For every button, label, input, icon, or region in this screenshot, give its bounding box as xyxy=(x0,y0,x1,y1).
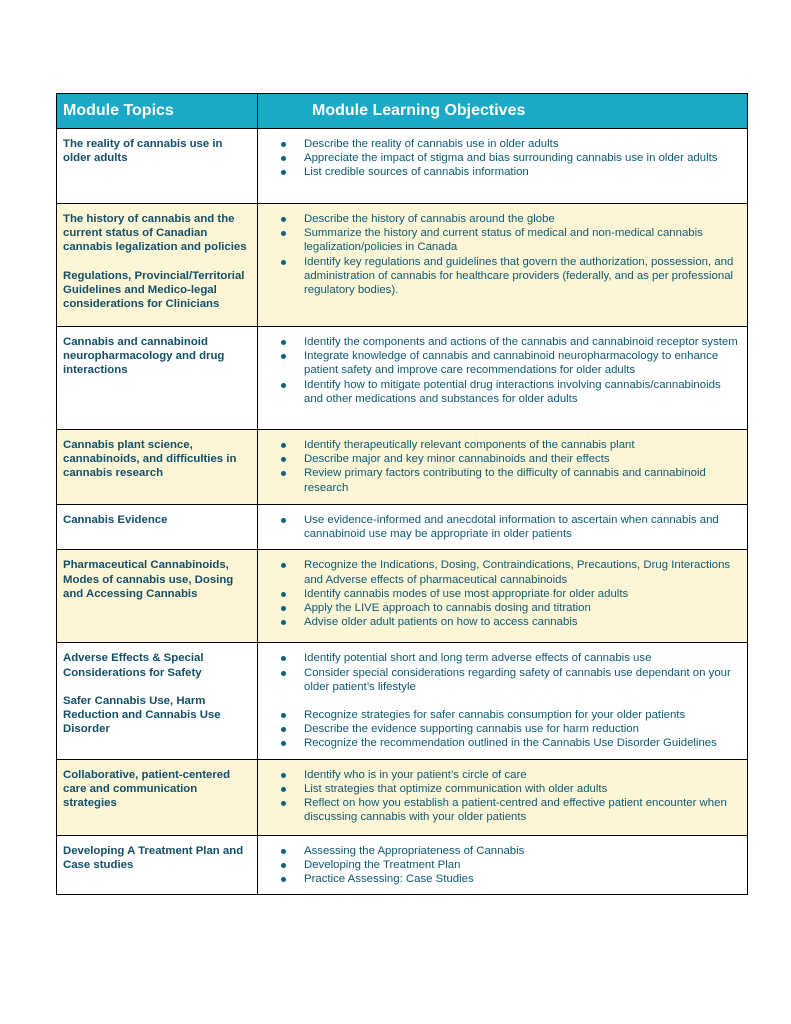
objective-text: Identify the components and actions of the cannabis and cannabinoid receptor system xyxy=(304,336,738,348)
table-body xyxy=(57,129,748,895)
objective-item xyxy=(264,438,739,452)
objective-item xyxy=(264,722,739,736)
bullet-icon xyxy=(281,443,286,448)
objective-item xyxy=(264,587,739,601)
table-row xyxy=(57,430,748,505)
objective-text: Describe the history of cannabis around the globe xyxy=(304,213,555,225)
learning-objectives-cell xyxy=(258,430,748,505)
module-topic: Developing A Treatment Plan and Case studies xyxy=(63,844,244,871)
bullet-icon xyxy=(281,156,286,161)
bullet-icon xyxy=(281,354,286,359)
module-table xyxy=(56,93,748,895)
objective-item xyxy=(264,782,739,796)
header-learning-objectives: Module Learning Objectives xyxy=(258,94,748,129)
bullet-icon xyxy=(281,787,286,792)
objective-item xyxy=(264,796,739,824)
bullet-icon xyxy=(281,671,286,676)
table-row xyxy=(57,550,748,643)
objective-text: Identify key regulations and guidelines that govern the authorization, possession, and administration of cannabis for healthcare providers (federally, and as per professional regulatory bodies). xyxy=(304,255,734,297)
objective-list xyxy=(264,438,739,495)
bullet-icon xyxy=(281,231,286,236)
table-row xyxy=(57,204,748,327)
module-topic-cell xyxy=(57,129,258,204)
module-topic: Cannabis and cannabinoid neuropharmacology and drug interactions xyxy=(63,336,225,377)
objective-item xyxy=(264,708,739,722)
table-row xyxy=(57,643,748,759)
bullet-icon xyxy=(281,877,286,882)
learning-objectives-cell xyxy=(258,835,748,895)
module-topic-cell xyxy=(57,643,258,759)
objective-list xyxy=(264,558,739,629)
objective-list xyxy=(264,768,739,825)
bullet-icon xyxy=(281,457,286,462)
objective-text: Use evidence-informed and anecdotal information to ascertain when cannabis and cannabinoid use may be appropriate in older patients xyxy=(304,514,719,541)
objective-list xyxy=(264,212,739,297)
objective-item xyxy=(264,615,739,629)
objective-text: Identify cannabis modes of use most appropriate for older adults xyxy=(304,587,629,600)
header-module-topics: Module Topics xyxy=(57,94,258,129)
objective-list xyxy=(264,651,739,694)
objective-text: Describe the evidence supporting cannabis use for harm reduction xyxy=(304,723,639,736)
bullet-icon xyxy=(281,383,286,388)
objective-list xyxy=(264,137,739,180)
objective-text: Advise older adult patients on how to access cannabis xyxy=(304,616,578,629)
bullet-icon xyxy=(281,863,286,868)
objective-item xyxy=(264,255,739,298)
objective-text: Consider special considerations regarding safety of cannabis use dependant on your older patient’s lifestyle xyxy=(304,666,731,693)
module-topic: Cannabis plant science, cannabinoids, and difficulties in cannabis research xyxy=(63,439,237,480)
module-topic-cell xyxy=(57,204,258,327)
objective-item xyxy=(264,452,739,466)
objective-list xyxy=(264,335,739,406)
learning-objectives-cell xyxy=(258,550,748,643)
module-topic-cell xyxy=(57,835,258,895)
bullet-icon xyxy=(281,170,286,175)
objective-text: Integrate knowledge of cannabis and cannabinoid neuropharmacology to enhance patient safety and improve care recommendations for older adults xyxy=(304,350,719,377)
table-row xyxy=(57,759,748,835)
objective-item xyxy=(264,666,739,694)
bullet-icon xyxy=(281,741,286,746)
objective-text: Recognize the Indications, Dosing, Contraindications, Precautions, Drug Interactions and Adverse effects of pharmaceutical cannabinoids xyxy=(304,559,731,586)
learning-objectives-cell xyxy=(258,643,748,759)
objective-item xyxy=(264,513,739,541)
objective-text: Summarize the history and current status of medical and non-medical cannabis legalization/policies in Canada xyxy=(304,227,703,254)
table-row xyxy=(57,129,748,204)
learning-objectives-cell xyxy=(258,759,748,835)
bullet-icon xyxy=(281,340,286,345)
module-topic: Pharmaceutical Cannabinoids, Modes of cannabis use, Dosing and Accessing Cannabis xyxy=(63,559,234,600)
module-topic-cell xyxy=(57,759,258,835)
bullet-icon xyxy=(281,801,286,806)
table-row xyxy=(57,505,748,550)
bullet-icon xyxy=(281,563,286,568)
table-header-row xyxy=(57,94,748,129)
module-topic: Collaborative, patient-centered care and communication strategies xyxy=(63,768,231,810)
objective-item xyxy=(264,844,739,858)
objective-item xyxy=(264,768,739,782)
table-row xyxy=(57,327,748,430)
module-topic: Safer Cannabis Use, Harm Reduction and Cannabis Use Disorder xyxy=(63,694,221,736)
bullet-icon xyxy=(281,656,286,661)
bullet-icon xyxy=(281,142,286,147)
objective-item xyxy=(264,349,739,377)
bullet-icon xyxy=(281,606,286,611)
objective-text: Reflect on how you establish a patient-centred and effective patient encounter when discussing cannabis with your older patients xyxy=(304,797,727,824)
objective-text: Review primary factors contributing to the difficulty of cannabis and cannabinoid research xyxy=(304,467,706,494)
objective-item xyxy=(264,601,739,615)
objective-text: Describe the reality of cannabis use in older adults xyxy=(304,138,559,150)
objective-text: Identify therapeutically relevant components of the cannabis plant xyxy=(304,439,635,451)
objective-text: Identify who is in your patient’s circle of care xyxy=(304,768,527,781)
module-topic: Adverse Effects & Special Considerations for Safety xyxy=(63,652,204,679)
objective-list xyxy=(264,513,739,541)
module-topic: The history of cannabis and the current status of Canadian cannabis legalization and policies xyxy=(63,213,247,254)
objective-item xyxy=(264,335,739,349)
module-topic-cell xyxy=(57,550,258,643)
bullet-icon xyxy=(281,518,286,523)
objective-item xyxy=(264,165,739,179)
learning-objectives-cell xyxy=(258,204,748,327)
bullet-icon xyxy=(281,471,286,476)
objective-item xyxy=(264,736,739,750)
objective-item xyxy=(264,872,739,886)
module-topic: Regulations, Provincial/Territorial Guidelines and Medico-legal considerations for Clinicians xyxy=(63,269,245,311)
objective-text: Practice Assessing: Case Studies xyxy=(304,873,474,886)
module-topic: Cannabis Evidence xyxy=(63,514,168,526)
objective-text: Describe major and key minor cannabinoids and their effects xyxy=(304,453,610,466)
bullet-icon xyxy=(281,620,286,625)
objective-list xyxy=(264,844,739,887)
objective-item xyxy=(264,558,739,586)
objective-text: Apply the LIVE approach to cannabis dosing and titration xyxy=(304,602,591,615)
bullet-icon xyxy=(281,773,286,778)
objective-text: List strategies that optimize communication with older adults xyxy=(304,782,608,795)
learning-objectives-cell xyxy=(258,327,748,430)
bullet-icon xyxy=(281,727,286,732)
objective-item xyxy=(264,466,739,494)
bullet-icon xyxy=(281,217,286,222)
objective-text: Identify potential short and long term adverse effects of cannabis use xyxy=(304,652,652,665)
bullet-icon xyxy=(281,713,286,718)
objective-item xyxy=(264,212,739,226)
bullet-icon xyxy=(281,260,286,265)
objective-item xyxy=(264,226,739,254)
module-topic: The reality of cannabis use in older adults xyxy=(63,138,223,165)
objective-text: Appreciate the impact of stigma and bias surrounding cannabis use in older adults xyxy=(304,152,718,165)
table-row xyxy=(57,835,748,895)
bullet-icon xyxy=(281,592,286,597)
objective-text: Recognize strategies for safer cannabis consumption for your older patients xyxy=(304,709,686,722)
objective-item xyxy=(264,651,739,665)
module-topic-cell xyxy=(57,430,258,505)
learning-objectives-cell xyxy=(258,129,748,204)
objective-item xyxy=(264,858,739,872)
objective-text: List credible sources of cannabis information xyxy=(304,166,529,179)
objective-item xyxy=(264,378,739,406)
objective-text: Assessing the Appropriateness of Cannabis xyxy=(304,844,525,857)
objective-list xyxy=(264,708,739,751)
objective-text: Identify how to mitigate potential drug interactions involving cannabis/cannabinoids and other medications and substances for older adults xyxy=(304,378,721,405)
bullet-icon xyxy=(281,849,286,854)
objective-text: Developing the Treatment Plan xyxy=(304,858,461,871)
learning-objectives-cell xyxy=(258,505,748,550)
module-topic-cell xyxy=(57,327,258,430)
objective-item xyxy=(264,151,739,165)
module-topic-cell xyxy=(57,505,258,550)
objective-item xyxy=(264,137,739,151)
objective-text: Recognize the recommendation outlined in the Cannabis Use Disorder Guidelines xyxy=(304,737,717,750)
